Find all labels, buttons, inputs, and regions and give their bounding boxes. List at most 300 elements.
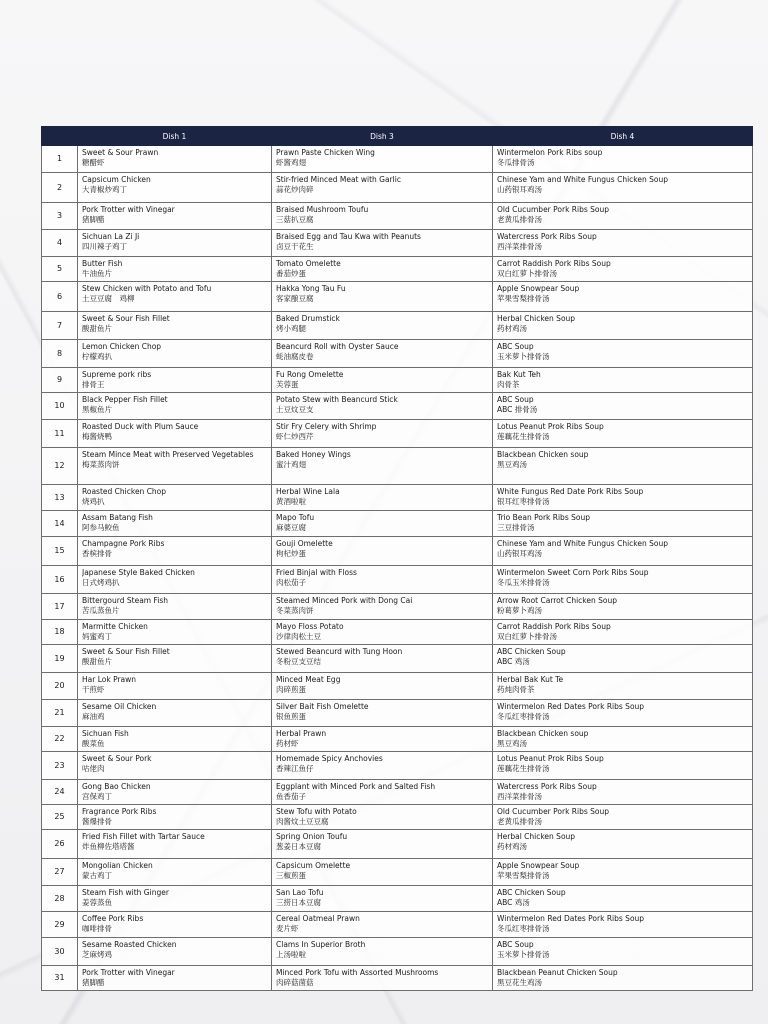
dish-3-english-name: Prawn Paste Chicken Wing — [276, 148, 375, 157]
dish-4-cell — [493, 485, 753, 511]
dish-1-english-name: Assam Batang Fish — [82, 513, 153, 522]
dish-4-english-name: Chinese Yam and White Fungus Chicken Soup — [497, 175, 668, 184]
dish-4-chinese-name: 老黄瓜排骨汤 — [497, 817, 542, 826]
day-number: 29 — [42, 912, 78, 938]
dish-3-cell — [272, 393, 493, 420]
table-row — [42, 727, 753, 752]
dish-1-cell — [78, 859, 272, 886]
dish-3-cell — [272, 230, 493, 257]
dish-4-english-name: Watercress Pork Ribs Soup — [497, 782, 597, 791]
dish-4-chinese-name: 粉葛萝卜鸡汤 — [497, 606, 542, 615]
dish-1-chinese-name: 炸鱼柳佐塔塔酱 — [82, 842, 135, 851]
table-row — [42, 752, 753, 780]
dish-4-cell — [493, 673, 753, 700]
dish-3-chinese-name: 上汤啦啦 — [276, 950, 306, 959]
dish-3-english-name: Herbal Wine Lala — [276, 487, 340, 496]
dish-1-chinese-name: 咖啡排骨 — [82, 924, 112, 933]
dish-1-cell — [78, 340, 272, 368]
dish-1-chinese-name: 芝麻烤鸡 — [82, 950, 112, 959]
dish-4-english-name: Blackbean Peanut Chicken Soup — [497, 968, 618, 977]
dish-3-cell — [272, 912, 493, 938]
dish-4-chinese-name: 冬瓜排骨汤 — [497, 158, 535, 167]
header-number — [42, 127, 78, 146]
dish-3-cell — [272, 830, 493, 859]
dish-3-chinese-name: 烤小鸡腿 — [276, 324, 306, 333]
dish-1-cell — [78, 938, 272, 966]
dish-1-cell — [78, 511, 272, 537]
dish-1-english-name: Sweet & Sour Fish Fillet — [82, 314, 170, 323]
table-row — [42, 700, 753, 727]
dish-4-english-name: Wintermelon Sweet Corn Pork Ribs Soup — [497, 568, 649, 577]
dish-4-cell — [493, 566, 753, 594]
table-row — [42, 173, 753, 203]
dish-3-english-name: Capsicum Omelette — [276, 861, 351, 870]
dish-1-chinese-name: 咕佬肉 — [82, 764, 105, 773]
dish-3-cell — [272, 594, 493, 620]
dish-1-cell — [78, 645, 272, 673]
dish-3-english-name: San Lao Tofu — [276, 888, 324, 897]
dish-1-english-name: Black Pepper Fish Fillet — [82, 395, 168, 404]
dish-3-cell — [272, 173, 493, 203]
dish-4-chinese-name: 玉米萝卜排骨汤 — [497, 352, 550, 361]
dish-4-cell — [493, 203, 753, 230]
header-dish-1: Dish 1 — [78, 127, 272, 146]
dish-1-cell — [78, 886, 272, 912]
dish-3-english-name: Hakka Yong Tau Fu — [276, 284, 346, 293]
dish-3-english-name: Braised Mushroom Toufu — [276, 205, 369, 214]
dish-4-cell — [493, 830, 753, 859]
dish-3-english-name: Steamed Minced Pork with Dong Cai — [276, 596, 413, 605]
dish-4-chinese-name: 西洋菜排骨汤 — [497, 242, 542, 251]
dish-1-cell — [78, 146, 272, 173]
dish-4-cell — [493, 511, 753, 537]
day-number: 26 — [42, 830, 78, 859]
dish-3-cell — [272, 368, 493, 393]
dish-3-chinese-name: 蜜汁鸡翅 — [276, 460, 306, 469]
day-number: 2 — [42, 173, 78, 203]
day-number: 19 — [42, 645, 78, 673]
header-row — [42, 127, 753, 146]
dish-3-english-name: Braised Egg and Tau Kwa with Peanuts — [276, 232, 421, 241]
dish-3-cell — [272, 886, 493, 912]
dish-3-chinese-name: 鱼香茄子 — [276, 792, 306, 801]
table-row — [42, 282, 753, 312]
dish-1-chinese-name: 苦瓜蒸鱼片 — [82, 606, 120, 615]
dish-1-english-name: Sesame Roasted Chicken — [82, 940, 177, 949]
dish-1-cell — [78, 420, 272, 448]
dish-1-cell — [78, 173, 272, 203]
dish-3-english-name: Baked Drumstick — [276, 314, 340, 323]
dish-4-cell — [493, 230, 753, 257]
dish-4-cell — [493, 780, 753, 805]
dish-4-english-name: Lotus Peanut Prok Ribs Soup — [497, 422, 604, 431]
dish-1-english-name: Champagne Pork Ribs — [82, 539, 165, 548]
dish-3-chinese-name: 番茄炒蛋 — [276, 269, 306, 278]
dish-3-chinese-name: 肉碎煎蛋 — [276, 685, 306, 694]
dish-1-english-name: Supreme pork ribs — [82, 370, 152, 379]
dish-4-english-name: ABC Soup — [497, 940, 534, 949]
dish-4-chinese-name: 银耳红枣排骨汤 — [497, 497, 550, 506]
dish-1-english-name: Fragrance Pork Ribs — [82, 807, 157, 816]
dish-3-cell — [272, 966, 493, 991]
dish-4-cell — [493, 805, 753, 830]
dish-1-english-name: Japanese Style Baked Chicken — [82, 568, 195, 577]
dish-3-english-name: Mayo Floss Potato — [276, 622, 344, 631]
table-row — [42, 230, 753, 257]
table-row — [42, 966, 753, 991]
dish-1-chinese-name: 酸甜鱼片 — [82, 657, 112, 666]
dish-4-english-name: Herbal Chicken Soup — [497, 314, 576, 323]
dish-1-chinese-name: 黑椒鱼片 — [82, 405, 112, 414]
dish-1-english-name: Pork Trotter with Vinegar — [82, 205, 175, 214]
dish-3-cell — [272, 537, 493, 566]
dish-4-english-name: Carrot Raddish Pork Ribs Soup — [497, 622, 611, 631]
dish-1-english-name: Sichuan La Zi Ji — [82, 232, 140, 241]
table-row — [42, 257, 753, 282]
dish-1-chinese-name: 干煎虾 — [82, 685, 105, 694]
dish-4-chinese-name: 黑豆鸡汤 — [497, 739, 527, 748]
dish-1-english-name: Sweet & Sour Pork — [82, 754, 152, 763]
dish-1-chinese-name: 阿参马鲛鱼 — [82, 523, 120, 532]
dish-1-chinese-name: 香槟排骨 — [82, 549, 112, 558]
dish-1-chinese-name: 排骨王 — [82, 380, 105, 389]
dish-4-chinese-name: 山药银耳鸡汤 — [497, 549, 542, 558]
dish-1-chinese-name: 柠檬鸡扒 — [82, 352, 112, 361]
dish-1-cell — [78, 912, 272, 938]
dish-4-english-name: ABC Chicken Soup — [497, 647, 566, 656]
dish-3-cell — [272, 859, 493, 886]
dish-4-english-name: Wintermelon Pork Ribs soup — [497, 148, 603, 157]
dish-1-english-name: Sweet & Sour Fish Fillet — [82, 647, 170, 656]
table-row — [42, 886, 753, 912]
dish-3-cell — [272, 485, 493, 511]
table-row — [42, 938, 753, 966]
dish-1-cell — [78, 700, 272, 727]
dish-4-cell — [493, 700, 753, 727]
dish-3-cell — [272, 511, 493, 537]
dish-4-english-name: Wintermelon Red Dates Pork Ribs Soup — [497, 914, 645, 923]
dish-3-english-name: Silver Bait Fish Omelette — [276, 702, 369, 711]
dish-1-english-name: Steam Fish with Ginger — [82, 888, 169, 897]
dish-3-chinese-name: 药材虾 — [276, 739, 299, 748]
dish-4-chinese-name: 老黄瓜排骨汤 — [497, 215, 542, 224]
dish-1-cell — [78, 620, 272, 645]
dish-4-chinese-name: ABC 鸡汤 — [497, 657, 530, 666]
dish-4-english-name: Herbal Bak Kut Te — [497, 675, 564, 684]
day-number: 12 — [42, 448, 78, 485]
dish-3-chinese-name: 葱姜日本豆腐 — [276, 842, 321, 851]
dish-1-english-name: Roasted Duck with Plum Sauce — [82, 422, 199, 431]
dish-3-chinese-name: 麻婆豆腐 — [276, 523, 306, 532]
day-number: 31 — [42, 966, 78, 991]
day-number: 16 — [42, 566, 78, 594]
dish-1-chinese-name: 烧鸡扒 — [82, 497, 105, 506]
dish-3-cell — [272, 282, 493, 312]
dish-1-english-name: Coffee Pork Ribs — [82, 914, 144, 923]
dish-3-cell — [272, 645, 493, 673]
dish-3-cell — [272, 312, 493, 340]
dish-1-chinese-name: 妈蜜鸡丁 — [82, 632, 112, 641]
dish-4-english-name: ABC Chicken Soup — [497, 888, 566, 897]
table-row — [42, 448, 753, 485]
dish-1-chinese-name: 宫保鸡丁 — [82, 792, 112, 801]
dish-1-chinese-name: 四川辣子鸡丁 — [82, 242, 127, 251]
dish-1-english-name: Gong Bao Chicken — [82, 782, 151, 791]
dish-3-english-name: Clams In Superior Broth — [276, 940, 366, 949]
dish-3-chinese-name: 麦片虾 — [276, 924, 299, 933]
dish-3-chinese-name: 香辣江鱼仔 — [276, 764, 314, 773]
header-dish-4: Dish 4 — [493, 127, 753, 146]
dish-3-english-name: Eggplant with Minced Pork and Salted Fish — [276, 782, 436, 791]
day-number: 25 — [42, 805, 78, 830]
table-row — [42, 859, 753, 886]
dish-1-english-name: Marmitte Chicken — [82, 622, 148, 631]
dish-1-cell — [78, 312, 272, 340]
dish-3-english-name: Stir-fried Minced Meat with Garlic — [276, 175, 401, 184]
day-number: 27 — [42, 859, 78, 886]
dish-1-english-name: Sichuan Fish — [82, 729, 129, 738]
dish-3-chinese-name: 卤豆干花生 — [276, 242, 314, 251]
dish-1-cell — [78, 594, 272, 620]
dish-3-cell — [272, 805, 493, 830]
dish-4-chinese-name: 药材鸡汤 — [497, 842, 527, 851]
day-number: 30 — [42, 938, 78, 966]
table-row — [42, 780, 753, 805]
dish-3-chinese-name: 黄酒啦啦 — [276, 497, 306, 506]
dish-4-english-name: ABC Soup — [497, 342, 534, 351]
dish-1-chinese-name: 日式烤鸡扒 — [82, 578, 120, 587]
dish-1-cell — [78, 230, 272, 257]
dish-3-cell — [272, 700, 493, 727]
dish-1-english-name: Butter Fish — [82, 259, 123, 268]
day-number: 5 — [42, 257, 78, 282]
day-number: 6 — [42, 282, 78, 312]
dish-4-cell — [493, 752, 753, 780]
dish-4-english-name: Trio Bean Pork Ribs Soup — [497, 513, 590, 522]
day-number: 13 — [42, 485, 78, 511]
dish-4-cell — [493, 420, 753, 448]
dish-1-cell — [78, 566, 272, 594]
dish-1-chinese-name: 蒙古鸡丁 — [82, 871, 112, 880]
dish-1-cell — [78, 673, 272, 700]
dish-3-english-name: Minced Pork Tofu with Assorted Mushrooms — [276, 968, 439, 977]
dish-3-english-name: Herbal Prawn — [276, 729, 327, 738]
dish-3-chinese-name: 沙律肉松土豆 — [276, 632, 321, 641]
dish-4-cell — [493, 448, 753, 485]
table-row — [42, 830, 753, 859]
day-number: 10 — [42, 393, 78, 420]
dish-3-cell — [272, 566, 493, 594]
table-row — [42, 485, 753, 511]
dish-4-english-name: Carrot Raddish Pork Ribs Soup — [497, 259, 611, 268]
dish-4-english-name: Watercress Pork Ribs Soup — [497, 232, 597, 241]
table-row — [42, 537, 753, 566]
dish-4-chinese-name: 莲藕花生排骨汤 — [497, 432, 550, 441]
dish-1-english-name: Fried Fish Fillet with Tartar Sauce — [82, 832, 205, 841]
dish-4-chinese-name: 黑豆花生鸡汤 — [497, 978, 542, 987]
dish-4-chinese-name: 黑豆鸡汤 — [497, 460, 527, 469]
dish-3-chinese-name: 芙蓉蛋 — [276, 380, 299, 389]
dish-3-chinese-name: 虾酱鸡翅 — [276, 158, 306, 167]
header-dish-3: Dish 3 — [272, 127, 493, 146]
day-number: 15 — [42, 537, 78, 566]
dish-4-chinese-name: 双白红萝卜排骨汤 — [497, 269, 557, 278]
dish-3-chinese-name: 土豆炆豆支 — [276, 405, 314, 414]
table-row — [42, 511, 753, 537]
dish-4-chinese-name: 药炖肉骨茶 — [497, 685, 535, 694]
menu-table — [41, 126, 753, 991]
dish-4-chinese-name: 冬瓜玉米排骨汤 — [497, 578, 550, 587]
dish-4-chinese-name: 冬瓜红枣排骨汤 — [497, 924, 550, 933]
dish-3-chinese-name: 冬粉豆支豆结 — [276, 657, 321, 666]
dish-1-chinese-name: 酸菜鱼 — [82, 739, 105, 748]
dish-4-chinese-name: 药材鸡汤 — [497, 324, 527, 333]
dish-1-chinese-name: 土豆豆腐 鸡柳 — [82, 294, 135, 303]
dish-3-english-name: Tomato Omelette — [276, 259, 341, 268]
dish-3-cell — [272, 203, 493, 230]
dish-1-english-name: Capsicum Chicken — [82, 175, 151, 184]
dish-1-chinese-name: 猪脚醋 — [82, 978, 105, 987]
dish-4-cell — [493, 173, 753, 203]
dish-1-english-name: Sweet & Sour Prawn — [82, 148, 159, 157]
dish-4-cell — [493, 537, 753, 566]
dish-4-cell — [493, 620, 753, 645]
day-number: 17 — [42, 594, 78, 620]
dish-4-english-name: Herbal Chicken Soup — [497, 832, 576, 841]
dish-3-cell — [272, 448, 493, 485]
dish-4-chinese-name: 肉骨茶 — [497, 380, 520, 389]
table-row — [42, 368, 753, 393]
dish-3-chinese-name: 虾仁炒西芹 — [276, 432, 314, 441]
table-row — [42, 673, 753, 700]
dish-1-english-name: Steam Mince Meat with Preserved Vegetables — [82, 450, 254, 459]
dish-4-cell — [493, 966, 753, 991]
dish-1-cell — [78, 282, 272, 312]
dish-1-english-name: Roasted Chicken Chop — [82, 487, 167, 496]
table-row — [42, 312, 753, 340]
day-number: 3 — [42, 203, 78, 230]
dish-4-cell — [493, 368, 753, 393]
table-row — [42, 146, 753, 173]
dish-1-chinese-name: 姜蓉蒸鱼 — [82, 898, 112, 907]
dish-4-english-name: Old Cucumber Pork Ribs Soup — [497, 205, 610, 214]
dish-3-english-name: Baked Honey Wings — [276, 450, 351, 459]
day-number: 20 — [42, 673, 78, 700]
dish-3-english-name: Stew Tofu with Potato — [276, 807, 357, 816]
dish-3-cell — [272, 146, 493, 173]
dish-1-cell — [78, 257, 272, 282]
dish-4-english-name: Chinese Yam and White Fungus Chicken Soup — [497, 539, 668, 548]
day-number: 18 — [42, 620, 78, 645]
dish-3-chinese-name: 冬菜蒸肉饼 — [276, 606, 314, 615]
dish-1-cell — [78, 780, 272, 805]
dish-4-cell — [493, 312, 753, 340]
dish-3-chinese-name: 肉松茄子 — [276, 578, 306, 587]
dish-4-cell — [493, 257, 753, 282]
dish-1-cell — [78, 966, 272, 991]
dish-3-cell — [272, 727, 493, 752]
dish-1-chinese-name: 牛油鱼片 — [82, 269, 112, 278]
dish-3-chinese-name: 肉酱炆土豆豆腐 — [276, 817, 329, 826]
dish-3-chinese-name: 三椒煎蛋 — [276, 871, 306, 880]
dish-4-english-name: Blackbean Chicken soup — [497, 450, 589, 459]
dish-4-english-name: White Fungus Red Date Pork Ribs Soup — [497, 487, 644, 496]
dish-1-english-name: Lemon Chicken Chop — [82, 342, 162, 351]
dish-3-cell — [272, 752, 493, 780]
dish-4-chinese-name: 双白红萝卜排骨汤 — [497, 632, 557, 641]
dish-1-english-name: Bittergourd Steam Fish — [82, 596, 168, 605]
dish-3-english-name: Fried Binjal with Floss — [276, 568, 357, 577]
table-row — [42, 566, 753, 594]
dish-1-english-name: Har Lok Prawn — [82, 675, 137, 684]
dish-3-english-name: Spring Onion Toufu — [276, 832, 348, 841]
dish-3-cell — [272, 420, 493, 448]
dish-3-chinese-name: 三捞日本豆腐 — [276, 898, 321, 907]
dish-3-chinese-name: 银鱼煎蛋 — [276, 712, 306, 721]
dish-4-cell — [493, 282, 753, 312]
day-number: 8 — [42, 340, 78, 368]
dish-3-english-name: Fu Rong Omelette — [276, 370, 344, 379]
dish-4-english-name: Lotus Peanut Prok Ribs Soup — [497, 754, 604, 763]
dish-4-cell — [493, 912, 753, 938]
day-number: 21 — [42, 700, 78, 727]
dish-4-cell — [493, 938, 753, 966]
dish-1-cell — [78, 830, 272, 859]
dish-1-chinese-name: 酸甜鱼片 — [82, 324, 112, 333]
dish-3-chinese-name: 三菇扒豆腐 — [276, 215, 314, 224]
dish-1-cell — [78, 203, 272, 230]
dish-4-cell — [493, 340, 753, 368]
dish-1-english-name: Pork Trotter with Vinegar — [82, 968, 175, 977]
dish-4-chinese-name: 山药银耳鸡汤 — [497, 185, 542, 194]
dish-4-chinese-name: 西洋菜排骨汤 — [497, 792, 542, 801]
dish-3-chinese-name: 肉碎菇菌菇 — [276, 978, 314, 987]
day-number: 23 — [42, 752, 78, 780]
dish-4-cell — [493, 594, 753, 620]
dish-1-english-name: Mongolian Chicken — [82, 861, 153, 870]
day-number: 1 — [42, 146, 78, 173]
dish-3-english-name: Mapo Tofu — [276, 513, 315, 522]
dish-3-cell — [272, 257, 493, 282]
dish-4-english-name: Arrow Root Carrot Chicken Soup — [497, 596, 617, 605]
dish-1-cell — [78, 368, 272, 393]
dish-3-english-name: Stir Fry Celery with Shrimp — [276, 422, 377, 431]
menu-body — [42, 146, 753, 991]
dish-1-cell — [78, 485, 272, 511]
dish-3-english-name: Beancurd Roll with Oyster Sauce — [276, 342, 399, 351]
dish-1-chinese-name: 糖醋虾 — [82, 158, 105, 167]
table-row — [42, 620, 753, 645]
day-number: 9 — [42, 368, 78, 393]
dish-4-english-name: Blackbean Chicken soup — [497, 729, 589, 738]
dish-3-chinese-name: 客家酿豆腐 — [276, 294, 314, 303]
dish-4-chinese-name: 苹果雪梨排骨汤 — [497, 871, 550, 880]
day-number: 22 — [42, 727, 78, 752]
dish-4-cell — [493, 645, 753, 673]
table-row — [42, 393, 753, 420]
dish-1-cell — [78, 727, 272, 752]
dish-1-english-name: Stew Chicken with Potato and Tofu — [82, 284, 212, 293]
dish-1-cell — [78, 752, 272, 780]
dish-3-english-name: Gouji Omelette — [276, 539, 333, 548]
dish-4-english-name: Apple Snowpear Soup — [497, 284, 580, 293]
table-row — [42, 645, 753, 673]
dish-4-chinese-name: ABC 鸡汤 — [497, 898, 530, 907]
dish-3-english-name: Homemade Spicy Anchovies — [276, 754, 383, 763]
dish-1-chinese-name: 麻油鸡 — [82, 712, 105, 721]
dish-1-chinese-name: 梅酱烧鸭 — [82, 432, 112, 441]
dish-1-cell — [78, 805, 272, 830]
